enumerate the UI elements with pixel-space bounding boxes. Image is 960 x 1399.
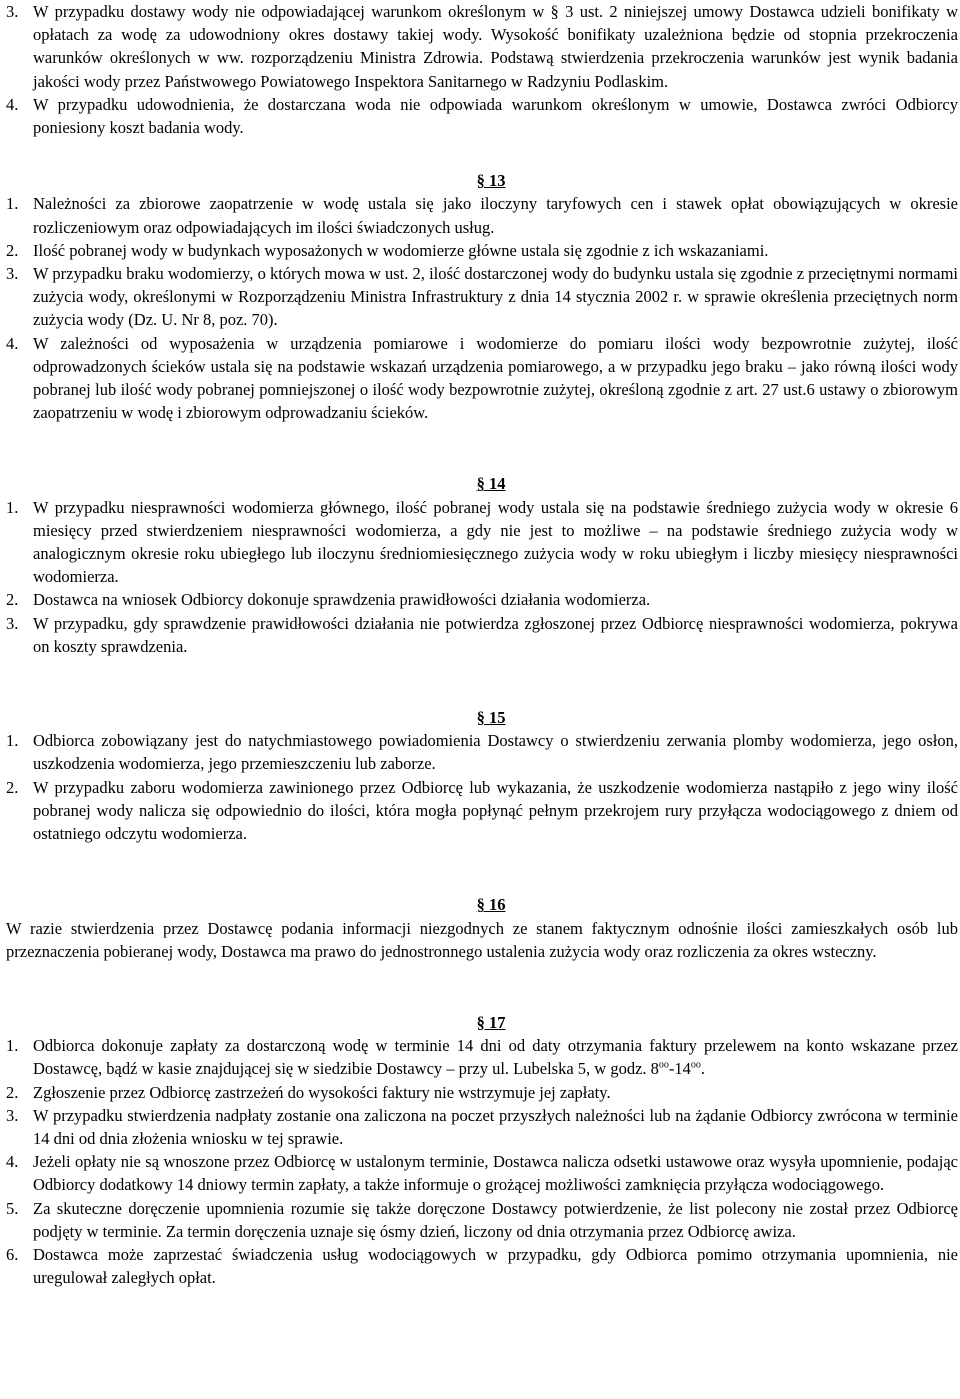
item-text: W przypadku stwierdzenia nadpłaty zostanie ona zaliczona na poczet przyszłych należności lub na żądanie Odbiorcy zwrócona w terminie 14 dni od dnia złożenia wniosku w tej sprawie. xyxy=(33,1105,958,1148)
item-number: 3. xyxy=(6,264,19,284)
item-number: 2. xyxy=(6,1082,19,1102)
section-15-item-2 xyxy=(6,776,958,846)
section-heading-14: § 14 xyxy=(476,474,506,494)
item-text: W przypadku, gdy sprawdzenie prawidłowości działania nie potwierdza zgłoszonej przez Odbiorcę niesprawności wodomierza, pokrywa on koszty sprawdzenia. xyxy=(33,613,958,656)
item-text: W przypadku braku wodomierzy, o których mowa w ust. 2, ilość dostarczonej wody do budynku ustala się zgodnie z przeciętnymi normami zużycia wody, określonymi w Rozporządzeniu Ministra Infrastruktury z dnia 14 stycznia 2002 r. w sprawie określenia przeciętnych norm zużycia wody (Dz. U. Nr 8, poz. 70). xyxy=(33,264,958,330)
item-text: W przypadku zaboru wodomierza zawinionego przez Odbiorcę lub wykazania, że uszkodzenie wodomierza nastąpiło z jego winy ilość pobranej wody nalicza się odpowiednio do ilości, która mogła popłynąć pełnym przekrojem rury przyłącza wodociągowego z dniem od ostatniego odczytu wodomierza. xyxy=(33,777,958,844)
item-number: 4. xyxy=(6,1152,19,1172)
superscript-minutes: oo xyxy=(658,1059,669,1071)
item-number: 3. xyxy=(6,613,19,633)
section-13-item-4 xyxy=(6,332,958,425)
item-number: 1. xyxy=(6,1036,19,1056)
section-13-item-3 xyxy=(6,262,958,332)
section-heading-17: § 17 xyxy=(476,1012,506,1032)
item-number: 2. xyxy=(6,590,19,610)
item-text: Dostawca na wniosek Odbiorcy dokonuje sprawdzenia prawidłowości działania wodomierza. xyxy=(33,590,651,610)
item-text: W przypadku niesprawności wodomierza głównego, ilość pobranej wody ustala się na podstawie średniego zużycia wody w okresie 6 miesięcy przed stwierdzeniem niesprawności wodomierza, a gdy nie jest to możliwe – na podstawie średniego zużycia wody w analogicznym okresie roku ubiegłego lub iloczynu średniomiesięcznego zużycia wody w roku ubiegłym i liczby miesięcy niesprawności wodomierza. xyxy=(33,497,958,587)
section-17-item-5 xyxy=(6,1197,958,1243)
section-17-item-3 xyxy=(6,1104,958,1150)
item-text: Należności za zbiorowe zaopatrzenie w wodę ustala się jako iloczyny taryfowych cen i stawek opłat obowiązujących w okresie rozliczeniowym oraz odpowiadających im ilości świadczonych usług. xyxy=(33,194,958,237)
paragraph-pre-4 xyxy=(6,93,958,139)
document-page xyxy=(6,0,958,1289)
item-text-part: -14 xyxy=(668,1059,691,1079)
item-text: Dostawca może zaprzestać świadczenia usług wodociągowych w przypadku, gdy Odbiorca pomimo otrzymania upomnienia, nie uregulował zaległych opłat. xyxy=(33,1244,958,1288)
item-text: Jeżeli opłaty nie są wnoszone przez Odbiorcę w ustalonym terminie, Dostawca nalicza odsetki ustawowe oraz wysyła upomnienie, podając Odbiorcy dodatkowy 14 dniowy termin zapłaty, a także informuje o grożącej możliwości zamknięcia przyłącza wodociągowego. xyxy=(33,1152,958,1195)
section-13-item-2 xyxy=(6,239,958,262)
item-text-part: Odbiorca dokonuje zapłaty za dostarczoną wodę w terminie 14 dni od daty otrzymania faktury przelewem na konto wskazane przez Dostawcę, bądź w kasie znajdującej się w siedzibie Dostawcy – przy ul. Lubelska 5, w godz. 8 xyxy=(33,1036,958,1079)
section-heading-16: § 16 xyxy=(476,895,506,915)
item-text: W przypadku udowodnienia, że dostarczana woda nie odpowiada warunkom określonym w umowie, Dostawca zwróci Odbiorcy poniesiony koszt badania wody. xyxy=(33,94,958,138)
item-number: 6. xyxy=(6,1244,19,1264)
section-14-item-1 xyxy=(6,496,958,589)
item-text: W zależności od wyposażenia w urządzenia pomiarowe i wodomierze do pomiaru ilości wody bezpowrotnie zużytej, ilość odprowadzonych ścieków ustala się na podstawie wskazań urządzenia pomiarowego, a w przypadku jego braku – jako równą ilości wody pobranej lub ilość wody pobranej pomniejszonej o ilość wody bezpowrotnie zużytej, określoną zgodnie z art. 27 ust.6 ustawy o zbiorowym zaopatrzeniu w wodę i zbiorowym odprowadzaniu ścieków. xyxy=(33,333,958,423)
paragraph-pre-3 xyxy=(6,0,958,93)
item-number: 3. xyxy=(6,2,19,21)
item-text: Za skuteczne doręczenie upomnienia rozumie się także doręczone Dostawcy potwierdzenie, że list polecony nie został przez Odbiorcę podjęty w terminie. Za termin doręczenia uznaje się ósmy dzień, liczony od dnia otrzymania przez Odbiorcę awiza. xyxy=(33,1198,958,1241)
section-14-item-3 xyxy=(6,612,958,658)
item-number: 4. xyxy=(6,333,19,353)
section-17-item-1 xyxy=(6,1034,958,1080)
item-text: W przypadku dostawy wody nie odpowiadającej warunkom określonym w § 3 ust. 2 niniejszej umowy Dostawca udzieli bonifikaty w opłatach za wodę za udowodniony okres dostawy takiej wody. Wysokość bonifikaty uzależniona będzie od stopnia przekroczenia warunków określonych w ww. rozporządzeniu Ministra Zdrowia. Podstawą stwierdzenia przekroczenia warunków jest wynik badania jakości wody przez Państwowego Powiatowego Inspektora Sanitarnego w Radzyniu Podlaskim. xyxy=(33,2,958,91)
item-number: 1. xyxy=(6,497,19,517)
section-17-item-6 xyxy=(6,1243,958,1289)
section-15-item-1 xyxy=(6,729,958,775)
superscript-minutes: oo xyxy=(690,1059,701,1071)
item-number: 2. xyxy=(6,777,19,797)
item-text: Odbiorca zobowiązany jest do natychmiastowego powiadomienia Dostawcy o stwierdzeniu zerwania plomby wodomierza, jego osłon, uszkodzenia wodomierza, jego przemieszczeniu lub zaborze. xyxy=(33,731,958,774)
item-text xyxy=(33,1034,958,1080)
section-13-item-1 xyxy=(6,192,958,238)
section-17-item-4 xyxy=(6,1150,958,1196)
item-number: 1. xyxy=(6,731,19,751)
item-text-part: . xyxy=(700,1059,706,1079)
section-16-text: W razie stwierdzenia przez Dostawcę podania informacji niezgodnych ze stanem faktycznym odnośnie ilości zamieszkałych osób lub przeznaczenia pobieranej wody, Dostawca ma prawo do jednostronnego ustalenia zużycia wody oraz rozliczenia za okres wsteczny. xyxy=(6,918,958,961)
item-text: Ilość pobranej wody w budynkach wyposażonych w wodomierze główne ustala się zgodnie z ich wskazaniami. xyxy=(33,240,769,260)
section-heading-13: § 13 xyxy=(476,171,506,191)
item-text: Zgłoszenie przez Odbiorcę zastrzeżeń do wysokości faktury nie wstrzymuje jej zapłaty. xyxy=(33,1082,611,1102)
item-number: 4. xyxy=(6,94,19,114)
section-17-item-2 xyxy=(6,1081,958,1104)
item-number: 1. xyxy=(6,194,19,214)
item-number: 5. xyxy=(6,1198,19,1218)
section-14-item-2 xyxy=(6,588,958,611)
item-number: 3. xyxy=(6,1105,19,1125)
section-heading-15: § 15 xyxy=(476,708,506,728)
item-number: 2. xyxy=(6,240,19,260)
